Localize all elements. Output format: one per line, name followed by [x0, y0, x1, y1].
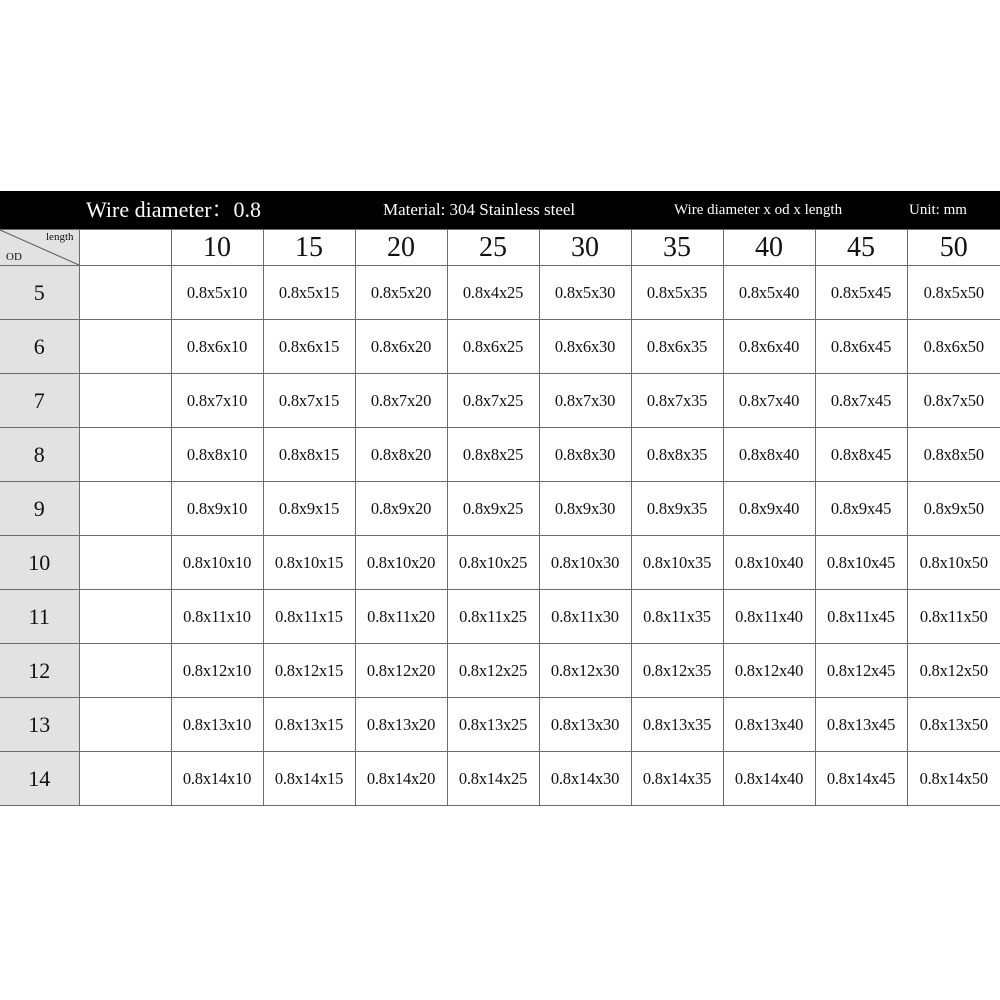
size-cell: 0.8x6x25 — [447, 320, 539, 374]
size-cell: 0.8x7x20 — [355, 374, 447, 428]
size-cell: 0.8x9x45 — [815, 482, 907, 536]
spacer-cell — [79, 590, 171, 644]
table-row — [0, 320, 1000, 374]
size-cell: 0.8x6x30 — [539, 320, 631, 374]
size-cell: 0.8x11x45 — [815, 590, 907, 644]
size-cell: 0.8x8x25 — [447, 428, 539, 482]
size-cell: 0.8x8x20 — [355, 428, 447, 482]
size-cell: 0.8x11x35 — [631, 590, 723, 644]
size-cell: 0.8x5x10 — [171, 266, 263, 320]
table-row — [0, 536, 1000, 590]
od-label: 7 — [0, 374, 79, 428]
spacer-cell — [79, 266, 171, 320]
spacer-cell — [79, 320, 171, 374]
size-cell: 0.8x10x45 — [815, 536, 907, 590]
size-cell: 0.8x9x25 — [447, 482, 539, 536]
size-cell: 0.8x12x30 — [539, 644, 631, 698]
size-cell: 0.8x13x40 — [723, 698, 815, 752]
size-cell: 0.8x5x30 — [539, 266, 631, 320]
table-row — [0, 590, 1000, 644]
od-label: 9 — [0, 482, 79, 536]
size-cell: 0.8x7x35 — [631, 374, 723, 428]
size-cell: 0.8x13x30 — [539, 698, 631, 752]
size-cell: 0.8x7x40 — [723, 374, 815, 428]
size-cell: 0.8x14x15 — [263, 752, 355, 806]
spacer-cell — [79, 752, 171, 806]
size-cell: 0.8x6x20 — [355, 320, 447, 374]
size-cell: 0.8x13x25 — [447, 698, 539, 752]
spec-sheet — [0, 191, 1000, 806]
size-cell: 0.8x7x50 — [907, 374, 1000, 428]
wire-diameter-title: Wire diameter：0.8 — [86, 197, 262, 222]
size-cell: 0.8x14x35 — [631, 752, 723, 806]
size-cell: 0.8x11x40 — [723, 590, 815, 644]
length-header-10: 10 — [171, 230, 263, 266]
unit-label: Unit: mm — [909, 202, 967, 218]
material-label: Material: 304 Stainless steel — [383, 200, 576, 219]
length-header-25: 25 — [447, 230, 539, 266]
size-cell: 0.8x12x40 — [723, 644, 815, 698]
length-axis-label: length — [46, 231, 74, 243]
size-cell: 0.8x11x10 — [171, 590, 263, 644]
size-cell: 0.8x12x15 — [263, 644, 355, 698]
size-cell: 0.8x6x35 — [631, 320, 723, 374]
size-cell: 0.8x14x30 — [539, 752, 631, 806]
size-cell: 0.8x10x15 — [263, 536, 355, 590]
size-cell: 0.8x13x15 — [263, 698, 355, 752]
size-cell: 0.8x13x35 — [631, 698, 723, 752]
size-cell: 0.8x4x25 — [447, 266, 539, 320]
header-bar — [0, 191, 1000, 229]
length-header-20: 20 — [355, 230, 447, 266]
od-label: 8 — [0, 428, 79, 482]
size-cell: 0.8x11x50 — [907, 590, 1000, 644]
size-cell: 0.8x7x45 — [815, 374, 907, 428]
size-cell: 0.8x7x15 — [263, 374, 355, 428]
size-cell: 0.8x11x30 — [539, 590, 631, 644]
length-header-50: 50 — [907, 230, 1000, 266]
size-cell: 0.8x5x50 — [907, 266, 1000, 320]
table-row — [0, 428, 1000, 482]
size-cell: 0.8x5x35 — [631, 266, 723, 320]
size-cell: 0.8x12x35 — [631, 644, 723, 698]
od-label: 5 — [0, 266, 79, 320]
size-cell: 0.8x8x40 — [723, 428, 815, 482]
size-cell: 0.8x8x45 — [815, 428, 907, 482]
size-cell: 0.8x14x45 — [815, 752, 907, 806]
spacer-cell — [79, 698, 171, 752]
spacer-cell — [79, 428, 171, 482]
length-header-40: 40 — [723, 230, 815, 266]
size-cell: 0.8x8x15 — [263, 428, 355, 482]
size-cell: 0.8x7x30 — [539, 374, 631, 428]
size-cell: 0.8x12x10 — [171, 644, 263, 698]
size-cell: 0.8x13x20 — [355, 698, 447, 752]
size-cell: 0.8x10x40 — [723, 536, 815, 590]
size-cell: 0.8x8x50 — [907, 428, 1000, 482]
spacer-cell — [79, 644, 171, 698]
od-axis-label: OD — [6, 251, 22, 263]
size-cell: 0.8x14x10 — [171, 752, 263, 806]
size-cell: 0.8x5x15 — [263, 266, 355, 320]
size-cell: 0.8x6x50 — [907, 320, 1000, 374]
size-cell: 0.8x9x15 — [263, 482, 355, 536]
size-cell: 0.8x14x50 — [907, 752, 1000, 806]
table-row — [0, 698, 1000, 752]
size-cell: 0.8x8x10 — [171, 428, 263, 482]
od-label: 6 — [0, 320, 79, 374]
size-table — [0, 229, 1000, 806]
size-cell: 0.8x10x25 — [447, 536, 539, 590]
size-cell: 0.8x7x10 — [171, 374, 263, 428]
size-cell: 0.8x11x20 — [355, 590, 447, 644]
size-cell: 0.8x12x25 — [447, 644, 539, 698]
corner-cell — [0, 230, 79, 266]
length-header-15: 15 — [263, 230, 355, 266]
size-format-label: Wire diameter x od x length — [674, 202, 843, 218]
table-row — [0, 482, 1000, 536]
table-row — [0, 266, 1000, 320]
size-cell: 0.8x10x50 — [907, 536, 1000, 590]
spacer-cell — [79, 536, 171, 590]
length-header-35: 35 — [631, 230, 723, 266]
size-cell: 0.8x9x40 — [723, 482, 815, 536]
size-cell: 0.8x5x45 — [815, 266, 907, 320]
size-cell: 0.8x6x10 — [171, 320, 263, 374]
size-cell: 0.8x14x25 — [447, 752, 539, 806]
length-header-45: 45 — [815, 230, 907, 266]
size-cell: 0.8x9x30 — [539, 482, 631, 536]
size-cell: 0.8x6x40 — [723, 320, 815, 374]
size-cell: 0.8x11x15 — [263, 590, 355, 644]
size-table-body — [0, 266, 1000, 806]
size-cell: 0.8x9x35 — [631, 482, 723, 536]
od-label: 11 — [0, 590, 79, 644]
size-cell: 0.8x12x50 — [907, 644, 1000, 698]
size-cell: 0.8x10x35 — [631, 536, 723, 590]
size-cell: 0.8x12x45 — [815, 644, 907, 698]
size-cell: 0.8x10x30 — [539, 536, 631, 590]
length-header-30: 30 — [539, 230, 631, 266]
table-row — [0, 752, 1000, 806]
length-header-row — [0, 230, 1000, 266]
size-cell: 0.8x6x45 — [815, 320, 907, 374]
size-cell: 0.8x10x20 — [355, 536, 447, 590]
table-row — [0, 644, 1000, 698]
size-cell: 0.8x13x10 — [171, 698, 263, 752]
size-cell: 0.8x8x30 — [539, 428, 631, 482]
table-row — [0, 374, 1000, 428]
size-cell: 0.8x8x35 — [631, 428, 723, 482]
size-cell: 0.8x14x20 — [355, 752, 447, 806]
size-cell: 0.8x9x20 — [355, 482, 447, 536]
od-label: 10 — [0, 536, 79, 590]
size-cell: 0.8x9x10 — [171, 482, 263, 536]
spacer-cell — [79, 482, 171, 536]
size-cell: 0.8x5x20 — [355, 266, 447, 320]
size-cell: 0.8x12x20 — [355, 644, 447, 698]
od-label: 12 — [0, 644, 79, 698]
size-cell: 0.8x7x25 — [447, 374, 539, 428]
od-label: 14 — [0, 752, 79, 806]
size-cell: 0.8x5x40 — [723, 266, 815, 320]
od-label: 13 — [0, 698, 79, 752]
size-cell: 0.8x13x50 — [907, 698, 1000, 752]
size-cell: 0.8x6x15 — [263, 320, 355, 374]
size-cell: 0.8x10x10 — [171, 536, 263, 590]
spacer-cell — [79, 374, 171, 428]
size-cell: 0.8x9x50 — [907, 482, 1000, 536]
size-cell: 0.8x14x40 — [723, 752, 815, 806]
size-cell: 0.8x13x45 — [815, 698, 907, 752]
size-cell: 0.8x11x25 — [447, 590, 539, 644]
spacer-header-cell — [79, 230, 171, 266]
